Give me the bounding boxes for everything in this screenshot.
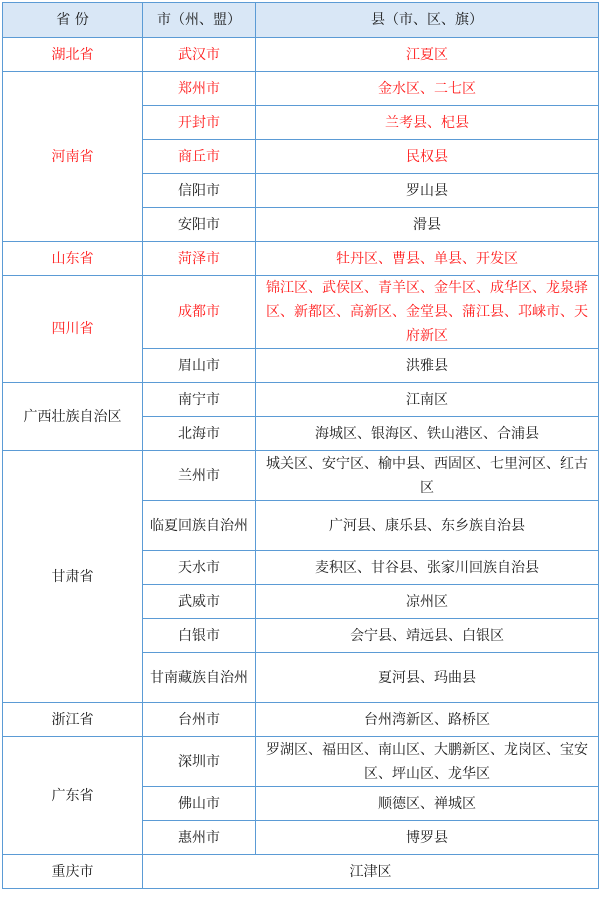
county-cell: 博罗县 — [256, 821, 599, 855]
city-cell: 台州市 — [143, 703, 256, 737]
region-table — [2, 2, 599, 889]
header-province: 省 份 — [3, 3, 143, 38]
county-cell: 顺德区、禅城区 — [256, 787, 599, 821]
city-cell: 临夏回族自治州 — [143, 501, 256, 551]
county-cell: 江南区 — [256, 383, 599, 417]
county-cell: 城关区、安宁区、榆中县、西固区、七里河区、红古区 — [256, 451, 599, 501]
city-cell: 武汉市 — [143, 38, 256, 72]
county-cell: 麦积区、甘谷县、张家川回族自治县 — [256, 551, 599, 585]
table-row — [3, 855, 599, 889]
city-cell: 深圳市 — [143, 737, 256, 787]
city-cell: 白银市 — [143, 619, 256, 653]
header-city: 市（州、盟） — [143, 3, 256, 38]
province-cell: 广西壮族自治区 — [3, 383, 143, 451]
city-cell: 北海市 — [143, 417, 256, 451]
county-cell: 罗山县 — [256, 174, 599, 208]
city-cell: 成都市 — [143, 276, 256, 349]
table-row — [3, 451, 599, 501]
province-cell: 广东省 — [3, 737, 143, 855]
county-cell: 罗湖区、福田区、南山区、大鹏新区、龙岗区、宝安区、坪山区、龙华区 — [256, 737, 599, 787]
table-row — [3, 72, 599, 106]
province-cell: 河南省 — [3, 72, 143, 242]
county-cell: 江夏区 — [256, 38, 599, 72]
county-cell: 凉州区 — [256, 585, 599, 619]
county-cell: 金水区、二七区 — [256, 72, 599, 106]
province-cell: 湖北省 — [3, 38, 143, 72]
table-row — [3, 276, 599, 349]
county-cell: 江津区 — [143, 855, 599, 889]
county-cell: 牡丹区、曹县、单县、开发区 — [256, 242, 599, 276]
table-row — [3, 242, 599, 276]
county-cell: 海城区、银海区、铁山港区、合浦县 — [256, 417, 599, 451]
city-cell: 菏泽市 — [143, 242, 256, 276]
city-cell: 眉山市 — [143, 349, 256, 383]
county-cell: 广河县、康乐县、东乡族自治县 — [256, 501, 599, 551]
province-cell: 甘肃省 — [3, 451, 143, 703]
province-cell: 重庆市 — [3, 855, 143, 889]
city-cell: 佛山市 — [143, 787, 256, 821]
county-cell: 民权县 — [256, 140, 599, 174]
city-cell: 安阳市 — [143, 208, 256, 242]
county-cell: 会宁县、靖远县、白银区 — [256, 619, 599, 653]
province-cell: 浙江省 — [3, 703, 143, 737]
county-cell: 洪雅县 — [256, 349, 599, 383]
city-cell: 郑州市 — [143, 72, 256, 106]
county-cell: 夏河县、玛曲县 — [256, 653, 599, 703]
table-row — [3, 737, 599, 787]
county-cell: 台州湾新区、路桥区 — [256, 703, 599, 737]
city-cell: 武威市 — [143, 585, 256, 619]
county-cell: 滑县 — [256, 208, 599, 242]
city-cell: 信阳市 — [143, 174, 256, 208]
province-cell: 四川省 — [3, 276, 143, 383]
county-cell: 兰考县、杞县 — [256, 106, 599, 140]
table-row — [3, 703, 599, 737]
city-cell: 开封市 — [143, 106, 256, 140]
city-cell: 甘南藏族自治州 — [143, 653, 256, 703]
city-cell: 兰州市 — [143, 451, 256, 501]
city-cell: 天水市 — [143, 551, 256, 585]
table-row — [3, 383, 599, 417]
county-cell: 锦江区、武侯区、青羊区、金牛区、成华区、龙泉驿区、新都区、高新区、金堂县、蒲江县、邛崃市、天府新区 — [256, 276, 599, 349]
province-cell: 山东省 — [3, 242, 143, 276]
city-cell: 商丘市 — [143, 140, 256, 174]
city-cell: 惠州市 — [143, 821, 256, 855]
table-row — [3, 38, 599, 72]
city-cell: 南宁市 — [143, 383, 256, 417]
header-county: 县（市、区、旗） — [256, 3, 599, 38]
